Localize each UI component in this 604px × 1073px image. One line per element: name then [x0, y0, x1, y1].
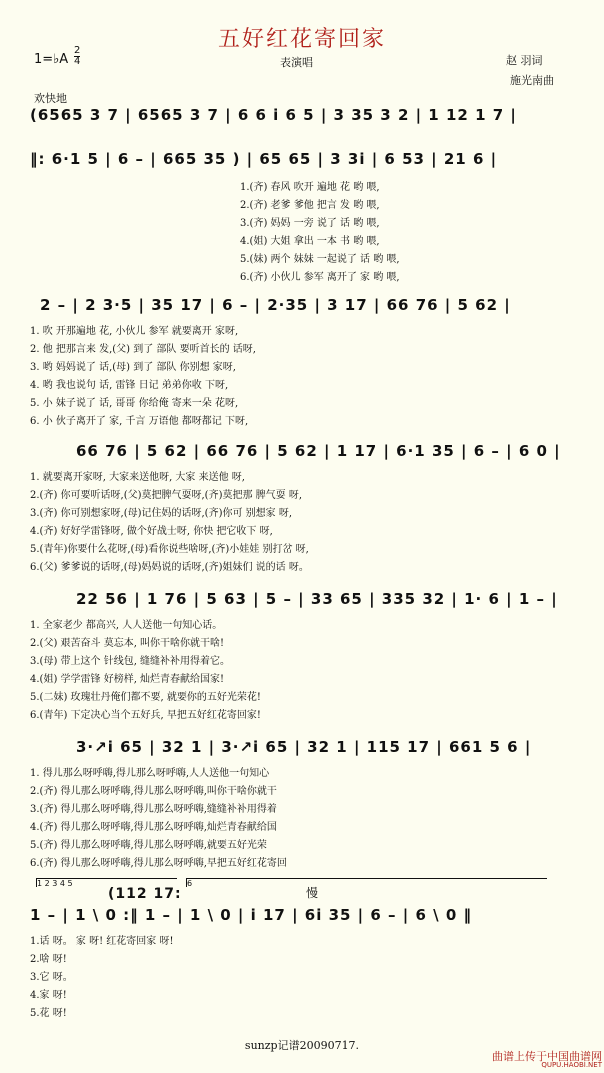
- system-4-lyric-1: 1. 就要离开家呀, 大家来送他呀, 大家 来送他 呀,: [30, 472, 245, 483]
- system-7-lyric-4: 4.家 呀!: [30, 990, 67, 1001]
- system-5-lyric-2: 2.(父) 艰苦奋斗 莫忘本, 叫你干啥你就干啥!: [30, 638, 225, 649]
- system-7-lyric-1: 1.话 呀。 家 呀! 红花寄回家 呀!: [30, 936, 174, 947]
- time-signature: [74, 46, 80, 67]
- system-5-lyric-6: 6.(青年) 下定决心当个五好兵, 早把五好红花寄回家!: [30, 710, 261, 721]
- score-title: 五好红花寄回家: [217, 27, 386, 52]
- system-6-lyric-2: 2.(齐) 得儿那么呀呼嗨,得儿那么呀呼嗨,叫你干啥你就干: [30, 786, 277, 797]
- volta-first-ending: 1 2 3 4 5: [36, 878, 177, 887]
- system-4-lyric-5: 5.(青年)你要什么花呀,(母)看你说些啥呀,(齐)小娃娃 别打岔 呀,: [30, 544, 309, 555]
- system-2-lyric-4: 4.(姐) 大姐 拿出 一本 书 哟 喂,: [240, 236, 380, 247]
- system-3-notes: 2 – | 2 3·5 | 35 17 | 6 – | 2·35 | 3 17 | 66 76 | 5 62 |: [40, 296, 511, 314]
- time-signature-bottom: 4: [74, 56, 81, 67]
- system-3-lyric-2: 2. 他 把那言来 发,(父) 到了 部队 要听首长的 话呀,: [30, 344, 256, 355]
- system-4-lyric-3: 3.(齐) 你可别想家呀,(母)记住妈的话呀,(齐)你可 别想家 呀,: [30, 508, 293, 519]
- system-6-lyric-3: 3.(齐) 得儿那么呀呼嗨,得儿那么呀呼嗨,缝缝补补用得着: [30, 804, 277, 815]
- system-3-lyric-3: 3. 哟 妈妈说了 话,(母) 到了 部队 你别想 家呀,: [30, 362, 236, 373]
- volta-second-ending: 6: [186, 878, 547, 887]
- system-2-lyric-3: 3.(齐) 妈妈 一旁 说了 话 哟 喂,: [240, 218, 380, 229]
- system-7-lyric-2: 2.啥 呀!: [30, 954, 67, 965]
- system-3-lyric-5: 5. 小 妹子说了 话, 哥哥 你给俺 寄来一朵 花呀,: [30, 398, 239, 409]
- system-3-lyric-1: 1. 吹 开那遍地 花, 小伙儿 参军 就要离开 家呀,: [30, 326, 239, 337]
- system-5-notes: 22 56 | 1 76 | 5 63 | 5 – | 33 65 | 335 32 | 1· 6 | 1 – |: [76, 590, 558, 608]
- lyricist-credit: 赵 羽词: [506, 54, 543, 67]
- transcriber-footer: sunzp记谱20090717.: [244, 1039, 360, 1052]
- site-watermark-url: QUPU.HAOBI.NET: [541, 1061, 602, 1069]
- system-7-lyric-5: 5.花 呀!: [30, 1008, 67, 1019]
- system-6-lyric-6: 6.(齐) 得儿那么呀呼嗨,得儿那么呀呼嗨,早把五好红花寄回: [30, 858, 287, 869]
- system-5-lyric-4: 4.(姐) 学学雷锋 好榜样, 灿烂青春献给国家!: [30, 674, 225, 685]
- system-3-lyric-6: 6. 小 伙子离开了 家, 千言 万语他 都呀都记 下呀,: [30, 416, 249, 427]
- system-2-lyric-1: 1.(齐) 春风 吹开 遍地 花 哟 喂,: [240, 182, 380, 193]
- composer-credit: 施光南曲: [510, 74, 554, 87]
- system-7-notes: 1 – | 1 \ 0 :‖ 1 – | 1 \ 0 | i 17 | 6i 35 | 6 – | 6 \ 0 ‖: [30, 906, 472, 924]
- time-signature-top: 2: [74, 45, 81, 56]
- system-6-lyric-4: 4.(齐) 得儿那么呀呼嗨,得儿那么呀呼嗨,灿烂青春献给国: [30, 822, 277, 833]
- key-signature: 1=♭A: [34, 52, 69, 67]
- system-4-notes: 66 76 | 5 62 | 66 76 | 5 62 | 1 17 | 6·1 35 | 6 – | 6 0 |: [76, 442, 561, 460]
- site-watermark: 曲谱上传于中国曲谱网: [492, 1050, 602, 1063]
- performance-style: 表演唱: [280, 56, 313, 69]
- system-4-lyric-4: 4.(齐) 好好学雷锋呀, 做个好战士呀, 你快 把它收下 呀,: [30, 526, 273, 537]
- system-2-lyric-5: 5.(妹) 两个 妹妹 一起说了 话 哟 喂,: [240, 254, 400, 265]
- system-6-notes: 3·↗i 65 | 32 1 | 3·↗i 65 | 32 1 | 115 17 | 661 5 6 |: [76, 738, 532, 756]
- bracket-notes: (112 17:: [108, 886, 182, 902]
- system-7-lyric-3: 3.它 呀。: [30, 972, 73, 983]
- system-1-notes: (6565 3 7 | 6565 3 7 | 6 6 i 6 5 | 3 35 3 2 | 1 12 1 7 |: [30, 106, 517, 124]
- tempo-change: 慢: [306, 886, 319, 900]
- system-5-lyric-1: 1. 全家老少 都高兴, 人人送他一句知心话。: [30, 620, 223, 631]
- system-3-lyric-4: 4. 哟 我也说句 话, 雷锋 日记 弟弟你收 下呀,: [30, 380, 229, 391]
- system-5-lyric-3: 3.(母) 带上这个 针线包, 缝缝补补用得着它。: [30, 656, 231, 667]
- system-6-lyric-5: 5.(齐) 得儿那么呀呼嗨,得儿那么呀呼嗨,就要五好光荣: [30, 840, 267, 851]
- system-2-lyric-2: 2.(齐) 老爹 爹他 把言 发 哟 喂,: [240, 200, 380, 211]
- system-2-lyric-6: 6.(齐) 小伙儿 参军 离开了 家 哟 喂,: [240, 272, 400, 283]
- system-4-lyric-2: 2.(齐) 你可要听话呀,(父)莫把脾气耍呀,(齐)莫把那 脾气耍 呀,: [30, 490, 303, 501]
- system-2-notes: ‖: 6·1 5 | 6 – | 665 35 ) | 65 65 | 3 3i | 6 53 | 21 6 |: [30, 150, 498, 168]
- system-4-lyric-6: 6.(父) 爹爹说的话呀,(母)妈妈说的话呀,(齐)姐妹们 说的话 呀。: [30, 562, 309, 573]
- system-5-lyric-5: 5.(二妹) 玫瑰壮丹俺们都不要, 就要你的五好光荣花!: [30, 692, 261, 703]
- system-6-lyric-1: 1. 得儿那么呀呼嗨,得儿那么呀呼嗨,人人送他一句知心: [30, 768, 270, 779]
- tempo-marking: 欢快地: [34, 92, 67, 105]
